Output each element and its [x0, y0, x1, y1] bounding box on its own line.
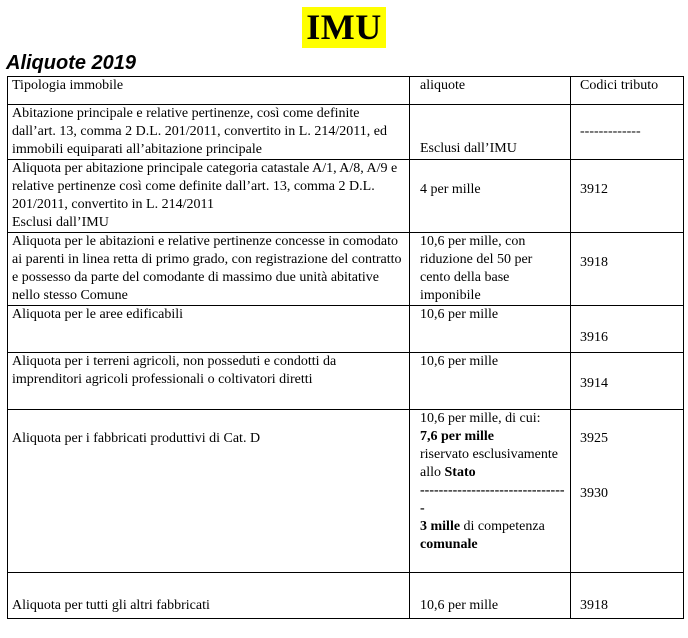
document-subtitle: Aliquote 2019 [6, 52, 137, 74]
row-terreni-agricoli-tipologia: Aliquota per i terreni agricoli, non posseduti e condotti da imprenditori agricoli professionali o coltivatori diretti [8, 353, 410, 410]
title-wrap [0, 7, 688, 48]
header-aliquote: aliquote [410, 77, 571, 105]
row-lusso-aliquota: 4 per mille [410, 160, 571, 233]
fabbricati-d-codice-comune: 3930 [580, 486, 608, 501]
row-abitazione-principale-codice: ------------- [571, 105, 684, 160]
row-fabbricati-d-codici [571, 410, 684, 573]
table-row [8, 306, 684, 353]
row-altri-fabbricati-aliquota: 10,6 per mille [410, 573, 571, 619]
imu-rates-table [7, 76, 684, 619]
table-row [8, 353, 684, 410]
fabbricati-d-intro: 10,6 per mille, di cui: [420, 411, 541, 426]
row-lusso-tipologia-extra: Esclusi dall’IMU [12, 215, 109, 230]
row-lusso-tipologia-text: Aliquota per abitazione principale categoria catastale A/1, A/8, A/9 e relative pertinenze così come definite dall’art. 13, comma 2 D.L. 201/2011, convertito in L. 214/2011 [12, 161, 398, 212]
row-abitazione-principale-aliquota: Esclusi dall’IMU [410, 105, 571, 160]
row-altri-fabbricati-codice: 3918 [571, 573, 684, 619]
row-comodato-codice: 3918 [571, 233, 684, 306]
fabbricati-d-separator: -------------------------------- [420, 483, 565, 516]
row-terreni-agricoli-codice: 3914 [571, 353, 684, 410]
document-title: IMU [302, 7, 386, 48]
row-comodato-aliquota: 10,6 per mille, con riduzione del 50 per cento della base imponibile [410, 233, 571, 306]
fabbricati-d-stato-label: Stato [444, 465, 476, 480]
table-header-row [8, 77, 684, 105]
row-aree-edificabili-codice: 3916 [571, 306, 684, 353]
table-row [8, 410, 684, 573]
header-codici: Codici tributo [571, 77, 684, 105]
row-fabbricati-d-tipologia: Aliquota per i fabbricati produttivi di Cat. D [8, 410, 410, 573]
fabbricati-d-stato-rate: 7,6 per mille [420, 429, 495, 444]
table-row [8, 233, 684, 306]
header-tipologia: Tipologia immobile [8, 77, 410, 105]
row-abitazione-principale-tipologia: Abitazione principale e relative pertinenze, così come definite dall’art. 13, comma 2 D.L. 201/2011, convertito in L. 214/2011, ed immobili equiparati all’abitazione principale [8, 105, 410, 160]
row-fabbricati-d-aliquota [410, 410, 571, 573]
row-lusso-codice: 3912 [571, 160, 684, 233]
fabbricati-d-comune-label: comunale [420, 537, 478, 552]
row-aree-edificabili-aliquota: 10,6 per mille [410, 306, 571, 353]
row-aree-edificabili-tipologia: Aliquota per le aree edificabili [8, 306, 410, 353]
fabbricati-d-comune-rate: 3 mille [420, 519, 461, 534]
fabbricati-d-comune-text: di competenza [460, 519, 545, 534]
table-row [8, 105, 684, 160]
table-row [8, 573, 684, 619]
row-lusso-tipologia [8, 160, 410, 233]
table-row [8, 160, 684, 233]
row-terreni-agricoli-aliquota: 10,6 per mille [410, 353, 571, 410]
fabbricati-d-codice-stato: 3925 [580, 431, 608, 446]
fabbricati-d-stato-text: riservato esclusivamente allo [420, 447, 559, 480]
row-altri-fabbricati-tipologia: Aliquota per tutti gli altri fabbricati [8, 573, 410, 619]
row-comodato-tipologia: Aliquota per le abitazioni e relative pertinenze concesse in comodato ai parenti in linea retta di primo grado, con registrazione del contratto e possesso da parte del comodante di massimo due unità abitative nello stesso Comune [8, 233, 410, 306]
